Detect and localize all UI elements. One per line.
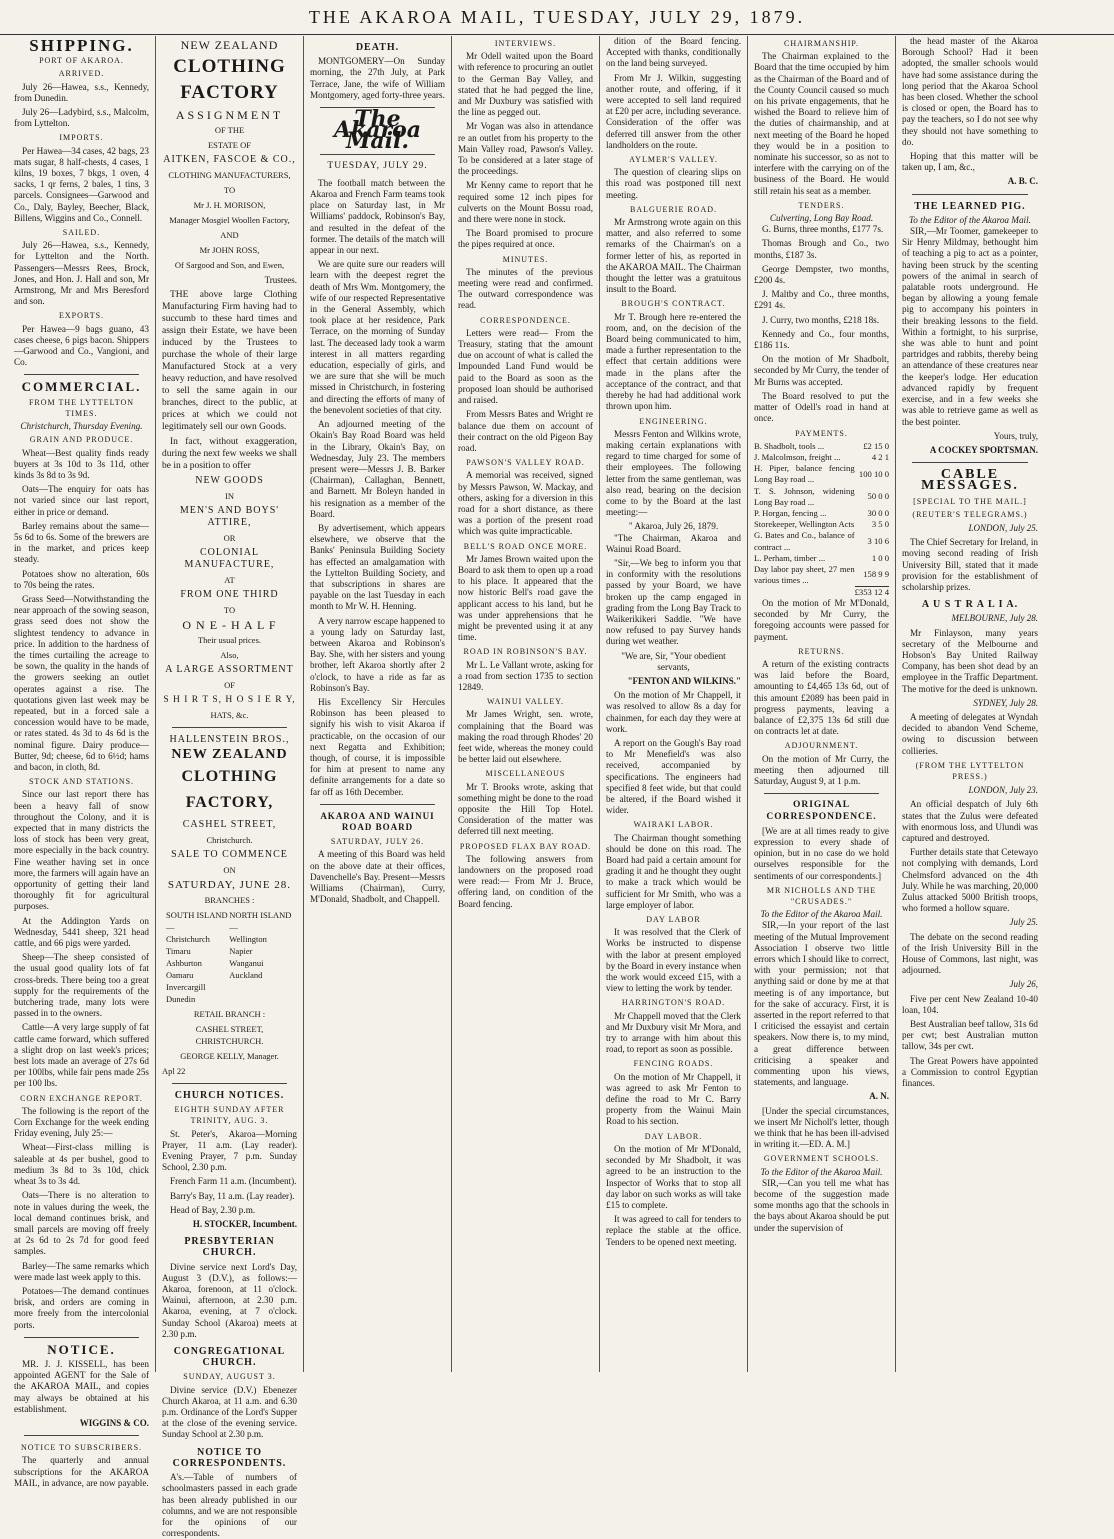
editor-remark: [Under the special circumstances, we insert Mr Nicholl's letter, though we think that he has been ill-advised in writing it.—ED. A. M.]: [754, 1105, 889, 1150]
cattle-report: Cattle—A very large supply of fat cattle came forward, which suffered a slight drop on last week's prices; best lots made an average of 27s 6d per 100lbs, while fair pens made 25s per 100 lbs.: [14, 1022, 149, 1089]
ad-from-one: FROM ONE THIRD: [180, 589, 279, 600]
column-7: [896, 36, 1044, 1372]
pig-sign-off: Yours, truly,: [993, 430, 1038, 441]
dateline: Christchurch, Thursday Evening.: [20, 421, 143, 432]
divider: [320, 804, 435, 805]
learned-pig-letter: SIR,—Mr Toomer, gamekeeper to Sir Henry Mildmay, bethought him of teaching a pig to act as a pointer, having been struck by the scenting powers of the animal in search of palatable roots underground. He began by allowing a young female pig to accompany his pointers in their breaking lessons to the field. Within a fortnight, to his surprise, she was able to hunt and point partridges and rabbits, thereby being an attendance of these creatures near the keeper's lodge. Her education advanced rapidly by frequent exercise, and in a few weeks she was able to retrieve game as well as the best pointer.: [902, 226, 1038, 427]
ad-usual: Their usual prices.: [197, 635, 262, 645]
pawsons-text: A memorial was received, signed by Messrs Pawson, W. Mackay, and others, asking for a diversion in this road for a short distance, as there was a portion of the present road which was quite impracticable.: [458, 470, 593, 537]
branch-label: NORTH ISLAND—: [229, 910, 292, 932]
table-row: P. Horgan, fencing ... 30 0 0: [754, 507, 889, 518]
schools-continued: the head master of the Akaroa Borough School? Had it been adopted, the smaller schools would have had some assistance during the long period that the Akaroa School has been closed. Whether the school is closed or open, the Board has to pay the teachers, so I do not see why they should not have something to do.: [902, 36, 1038, 147]
table-row: G. Bates and Co., balance of contract ... 3 10 6: [754, 530, 889, 552]
fencing-heading: FENCING ROADS.: [633, 1059, 714, 1069]
wairaki-text: The Chairman thought something should be done on this road. The Board had paid a certain amount for grading it and he thought they ought to make a track which would be sufficient for Mr Smith, who was a large employer of labor.: [606, 832, 741, 910]
tender-entry: G. Burns, three months, £177 7s.: [762, 224, 884, 235]
tender-entry: J. Curry, two months, £218 18s.: [762, 314, 880, 325]
special-label: [SPECIAL TO THE MAIL.]: [913, 496, 1027, 506]
corn-heading: CORN EXCHANGE REPORT.: [20, 1093, 143, 1103]
potatoes-report: Potatoes show no alteration, 60s to 70s being the rates.: [14, 568, 149, 590]
clothing-advertisement: [162, 39, 297, 1077]
divider: [24, 1337, 139, 1338]
ad-and: AND: [220, 230, 239, 240]
ad-branches: BRANCHES :: [204, 895, 255, 905]
divider: [912, 462, 1028, 463]
wilkin-text: From Mr J. Wilkin, suggesting another route, and offering, if it were accepted to sell land required at £20 per acre, including severance. Consideration of the offer was deferred till answer from the other landholders on the route.: [606, 72, 741, 150]
grass-seed-report: Grass Seed—Notwithstanding the near approach of the sowing season, grass seed does not show the slightest tendency to advance in price. In addition to the hardness of the times curtailing the acreage to be sown, the quality in the hands of the growers seeking an outlet operates against a rise. The quotations given last week may be repeated, but in a forced sale a concession would have to be made, or rates stated. 4s 3d to 4s 6d is the nominal figure. Dairy produce—Butter, 9d; cheese, 6d to 6½d; hams and bacon, in cloth, 8d.: [14, 593, 149, 772]
bells-heading: BELL'S ROAD ONCE MORE.: [463, 541, 588, 551]
cable-loan: Five per cent New Zealand 10-40 loan, 104.: [902, 993, 1038, 1015]
column-1: [8, 36, 156, 1488]
ad-assignment: ASSIGNMENT: [175, 108, 284, 122]
corn-oats: Oats—There is no alteration to note in values during the week, the local demand continues brisk, and small parcels are moving off freely at 2s 6d to 2s 7d for good feed samples.: [14, 1190, 149, 1257]
ad-factory: CLOTHING FACTORY: [173, 56, 286, 103]
returns-text: A return of the existing contracts was laid before the Board, amounting to £4,465 13s 6d, out of this amount £2089 has been paid in progress payments, leaving a balance of £2,375 13s 6d still due on contracts let at date.: [754, 659, 889, 737]
pawsons-heading: PAWSON'S VALLEY ROAD.: [466, 458, 585, 468]
continued-text: dition of the Board fencing. Accepted with thanks, conditionally on the land being surveyed.: [606, 36, 741, 69]
corn-potatoes: Potatoes—The demand continues brisk, and orders are coming in more freely from the intercolonial ports.: [14, 1285, 149, 1330]
notice-signature: WIGGINS & CO.: [79, 1417, 149, 1428]
correspondence-text: Letters were read— From the Treasury, stating that the amount due on account of what is called the Impounded Land Fund would be paid to the Board as soon as the proposed loan should be authorised and raised.: [458, 327, 593, 406]
exports-text: Per Hawea—9 bags guano, 43 cases cheese, 6 pigs bacon. Shippers—Garwood and Co., Vangioni, and Co.: [14, 323, 149, 368]
narrow-escape-paragraph: A very narrow escape happened to a young lady on Saturday last, between Akaroa and Robinson's Bay. She, with her sisters and young brother, left Akaroa shortly after 2 o'clock, to have a ride as far as Robinson's Bay.: [310, 615, 445, 693]
table-row: L. Perham, timber ... 1 0 0: [754, 552, 889, 563]
july-25-dateline: July 25.: [1009, 917, 1038, 928]
returns-heading: RETURNS.: [798, 646, 845, 656]
robinsons-heading: ROAD IN ROBINSON'S BAY.: [463, 647, 588, 657]
ad-to-2: TO: [223, 605, 236, 615]
table-row: H. Piper, balance fencing Long Bay road ... 100 10 0: [754, 463, 889, 485]
arrival-entry: July 26—Ladybird, s.s., Malcolm, from Lyttelton.: [14, 107, 149, 129]
ad-colonial: COLONIAL MANUFACTURE,: [184, 547, 275, 570]
ad-in: IN: [225, 491, 234, 501]
newspaper-nameplate: The Akaroa Mail.: [333, 106, 422, 155]
ad-estate: ESTATE OF: [207, 140, 251, 150]
harrington-text: Mr Chappell moved that the Clerk and Mr Duxbury visit Mr Mora, and try to arrange with him about this road, to report as soon as possible.: [606, 1010, 741, 1055]
branch-item: Timaru: [166, 946, 191, 956]
governor-paragraph: His Excellency Sir Hercules Robinson has been pleased to signify his wish to visit Akaroa if practicable, on the occasion of our next Regatta and Exhibition; though, of course, it is impossible for him at present to name any definite arrangements for a date so far off as 16th December.: [310, 696, 445, 797]
abc-signature: A. B. C.: [1007, 176, 1038, 187]
cable-irish-bill: The Chief Secretary for Ireland, in moving second reading of Irish University Bill, stated that it made provision for the establishment of scholarship prizes.: [902, 537, 1038, 592]
letter-date: " Akaroa, July 26, 1879.: [628, 521, 719, 532]
nicholls-heading: MR NICHOLLS AND THE "CRUSADES.": [766, 885, 877, 906]
ad-nz: NEW ZEALAND: [180, 38, 279, 52]
cable-cetewayo: Further details state that Cetewayo not complying with demands, Lord Chelmsford advanced on the 4th July. While he was marching, 20,000 Zulus attacked 5000 British troops, who formed a hollow square.: [902, 847, 1038, 914]
wainui-board-date: SATURDAY, JULY 26.: [330, 837, 425, 847]
balguerie-text: Mr Armstrong wrote again on this matter, and also referred to some remarks of the Chairman's on a former letter of his, as reported in the AKAROA MAIL. The Chairman thought the letter was a gratuitous insult to the Board.: [606, 217, 741, 295]
ad-kelly: GEORGE KELLY, Manager.: [180, 1051, 279, 1061]
sailed-text: July 26—Hawea, s.s., Kennedy, for Lyttelton and the North. Passengers—Messrs Rees, Brock, Jones, and Hon. J. Hall and son, Mr Armstrong, Mr and Mrs Beresford and son.: [14, 240, 149, 307]
london-dateline-2: LONDON, July 23.: [968, 785, 1038, 796]
ad-saturday: SATURDAY, JUNE 28.: [167, 879, 292, 891]
divider: [764, 793, 879, 794]
imports-text: Per Hawea—34 cases, 42 bags, 23 mats sugar, 8 half-chests, 4 cases, 1 kilns, 19 boxes, 7 bkgs, 1 oven, 4 sacks, 1 qr ferns, 2 bales, 1 tins, 3 parcels. Consignees—Garwood and Co., Daly, Bayley, Beecher, Black, Billens, Wiggins and Co., Connell.: [14, 145, 149, 223]
payments-resolution: On the motion of Mr M'Donald, seconded by Mr Curry, the foregoing accounts were passed for payment.: [754, 598, 889, 642]
tender-resolution: On the motion of Mr Shadbolt, seconded by Mr Curry, the tender of Mr Burns was accepted.: [754, 354, 889, 387]
ad-also: Also,: [220, 650, 239, 660]
cable-messages-heading: CABLE MESSAGES.: [921, 467, 1019, 494]
ad-one-half: O N E - H A L F: [182, 618, 277, 632]
imports-label: IMPORTS.: [59, 133, 104, 143]
cable-sydney: A meeting of delegates at Wyndah decided to abandon Vend Scheme, owing to discussion between collieries.: [902, 711, 1038, 756]
reuter-label: (REUTER'S TELEGRAMS.): [912, 509, 1028, 519]
interview-pipes: The Board promised to procure the pipes required at once.: [458, 228, 593, 250]
nicholls-letter: SIR,—In your report of the last meeting of the Mutual Improvement Association I observe two little errors which I should like to correct, with your permission; not that anything said or done by me at that meeting is of any importance, but for the sake of accuracy. First, it is asserted in the report referred to that I criticised the essayist and certain speakers. Now there is, to my mind, a great difference between criticising a speaker and commenting upon his views, statements, and language.: [754, 920, 889, 1088]
trinity-label: EIGHTH SUNDAY AFTER TRINITY, AUG. 3.: [174, 1105, 285, 1126]
engineering-heading: ENGINEERING.: [639, 416, 708, 426]
payments-heading: PAYMENTS.: [795, 428, 848, 438]
ad-shirts: S H I R T S, H O S I E R Y,: [163, 695, 296, 705]
tender-entry: Kennedy and Co., four months, £186 11s.: [754, 328, 889, 351]
ad-body-2: In fact, without exaggeration, during the next few weeks we shall be in a position to offer: [162, 437, 297, 471]
presbyterian-text: Divine service next Lord's Day, August 3 (D.V.), as follows:— Akaroa, forenoon, at 11 o'clock. Wainui, afternoon, at 2.30 p.m. Akaroa, evening, at 7 o'clock. Sunday School (Akaroa) meets at 2.30 p.m.: [162, 1261, 297, 1339]
ad-hallenstein: HALLENSTEIN BROS.,: [169, 734, 290, 745]
divider: [172, 1083, 287, 1084]
interview-kenny: Mr Kenny came to report that he required some 12 inch pipes for culverts on the Mount Bossu road, and there were none in stock.: [458, 180, 593, 225]
pig-to-editor: To the Editor of the Akaroa Mail.: [909, 214, 1031, 225]
misc-text: Mr T. Brooks wrote, asking that something might be done to the road opposite the Hill Top Hotel. Consideration of the matter was deferred till next meeting.: [458, 781, 593, 837]
branch-item: Oamaru: [166, 970, 194, 980]
schools-closing: Hoping that this matter will be taken up, I am, &c.,: [902, 151, 1038, 173]
tender-entry: Thomas Brough and Co., two months, £187 3s.: [754, 238, 889, 260]
ad-hats: HATS, &c.: [210, 710, 249, 720]
goughs-bay-text: A report on the Gough's Bay road to Mr Menefield's was also received, accompanied by specifications. The engineers had specified 8 feet wide, but that could be altered, if the Board wished it wider.: [606, 737, 741, 816]
road-board-paragraph: An adjourned meeting of the Okain's Bay Road Board was held in the Library, Okain's Bay, on Wednesday, July 23. The members present were—Messrs J. B. Barker (Chairman), Callaghan, Bennett, and Barnett. Mr Boleyn handed in his resignation as a member of the Board.: [310, 419, 445, 519]
issue-date: TUESDAY, JULY 29.: [327, 160, 428, 171]
brough-heading: BROUGH'S CONTRACT.: [621, 299, 726, 309]
nicholls-signature: A. N.: [869, 1091, 889, 1102]
church-heading: CHURCH NOTICES.: [174, 1090, 285, 1101]
masthead: THE AKAROA MAIL, TUESDAY, JULY 29, 1879.: [0, 0, 1114, 35]
branch-label: SOUTH ISLAND—: [166, 910, 228, 932]
tender-entry: J. Maltby and Co., three months, £291 4s.: [754, 289, 889, 311]
odell-resolution: The Board resolved to put the matter of Odell's road in hand at once.: [754, 390, 889, 424]
ad-new-goods: NEW GOODS: [195, 475, 264, 486]
head-of-bay: Head of Bay, 2.30 p.m.: [170, 1204, 256, 1215]
shipping-heading: SHIPPING.: [29, 36, 134, 55]
barrys-bay: Barry's Bay, 11 a.m. (Lay reader).: [170, 1190, 295, 1201]
original-correspondence-heading: ORIGINAL CORRESPONDENCE.: [766, 800, 877, 822]
french-farm: French Farm 11 a.m. (Incumbent).: [170, 1176, 297, 1187]
building-society-paragraph: By advertisement, which appears elsewhere, we observe that the Banks' Peninsula Building Society has effected an amalgamation with the Lyttelton Building Society, and that subscriptions in shares are payable on the last Tuesday in each month to Mr W. H. Henning.: [310, 522, 445, 612]
misc-heading: MISCELLANEOUS: [485, 769, 566, 779]
letter-addressee: "The Chairman, Akaroa and Wainui Road Board.: [606, 532, 741, 554]
government-schools-letter: SIR,—Can you tell me what has become of the suggestion made some months ago that the schools in the bays about Akaroa should be put under the supervision of: [754, 1177, 889, 1233]
congregational-heading: CONGREGATIONAL CHURCH.: [173, 1346, 286, 1369]
press-label: (FROM THE LYTTELTON PRESS.): [915, 760, 1025, 781]
letter-signature: "FENTON AND WILKINS.": [627, 675, 741, 686]
bells-text: Mr James Brown waited upon the Board to ask them to open up a road to his place. It appeared that the now historic Bell's road gave the applicant access to his land, but he was under apprehensions that he might be prevented using it at any time.: [458, 553, 593, 643]
table-row: Day labor pay sheet, 27 men various times ... 158 9 9: [754, 563, 889, 586]
flax-bay-heading: PROPOSED FLAX BAY ROAD.: [459, 841, 592, 851]
cable-zulus: An official despatch of July 6th states that the Zulus were defeated with enormous loss, and Ulundi was captured and destroyed.: [902, 799, 1038, 843]
ad-to: TO: [223, 185, 236, 195]
stock-heading: STOCK AND STATIONS.: [28, 777, 135, 787]
branches-list: [162, 909, 297, 1005]
adjournment-heading: ADJOURNMENT.: [784, 741, 859, 751]
branch-item: Ashburton: [166, 958, 202, 968]
wainui-board-heading: AKAROA AND WAINUI ROAD BOARD: [320, 810, 435, 832]
branch-item: Napier: [229, 946, 253, 956]
column-2: [156, 36, 304, 1539]
government-schools-heading: GOVERNMENT SCHOOLS.: [763, 1154, 880, 1164]
ad-christchurch: Christchurch.: [206, 835, 253, 845]
notice-text: MR. J. J. KISSELL, has been appointed AGENT for the Sale of the AKAROA MAIL, and copies may always be obtained at his establishment.: [14, 1358, 149, 1414]
wainui-valley-heading: WAINUI VALLEY.: [486, 697, 565, 707]
corn-barley: Barley—The same remarks which were made last week apply to this.: [14, 1260, 149, 1282]
ad-on: ON: [223, 865, 236, 875]
branch-item: Wanganui: [229, 958, 264, 968]
table-row: B. Shadbolt, tools ... £2 15 0: [754, 440, 889, 451]
table-total-row: £353 12 4: [854, 586, 889, 597]
presbyterian-heading: PRESBYTERIAN CHURCH.: [184, 1236, 275, 1259]
stock-report: Since our last report there has been a heavy fall of snow throughout the Colony, and it is expected that in many districts the loss of stock has been very great, more especially in the back country. Fine weather having set in once more, the farmers will again have an opportunity of getting their land thoroughly fit for agricultural purposes.: [14, 789, 149, 912]
brough-text: Mr T. Brough here re-entered the room, and, on the decision of the Board being communicated to him, made a further representation to the effect that certain additions were made in the plans after the acceptance of the contract, and that thereby he had had additional work thrown upon him.: [606, 311, 741, 412]
death-notice: MONTGOMERY—On Sunday morning, the 27th July, at Park Terrace, Jane, the wife of William Montgomery, aged forty-three years.: [310, 56, 445, 100]
arrival-entry: July 26—Hawea, s.s., Kennedy, from Dunedin.: [14, 81, 149, 103]
letter-body: "Sir,—We beg to inform you that in conformity with the resolutions passed by your Board, we have broken up the camp engaged in grading from the Long Bay Track to Waikerikikeri Saddle. "We have now refused to pay Survey hands during wet weather.: [606, 557, 741, 647]
south-island-list: [166, 909, 229, 1005]
cable-egypt: The Great Powers have appointed a Commission to control Egyptian finances.: [902, 1055, 1038, 1089]
correspondents-heading: NOTICE TO CORRESPONDENTS.: [172, 1446, 287, 1469]
sailed-label: SAILED.: [62, 228, 101, 238]
grain-heading: GRAIN AND PRODUCE.: [29, 435, 134, 445]
payments-table: [754, 441, 889, 598]
fencing-text: On the motion of Mr Chappell, it was agreed to ask Mr Fenton to define the road to Mr C. Barry property from the Wainui Main Road to his section.: [606, 1071, 741, 1127]
ad-of: OF: [224, 680, 235, 690]
column-3: [304, 36, 452, 1372]
addington-report: At the Addington Yards on Wednesday, 5441 sheep, 321 head cattle, and 66 pigs were yarded.: [14, 915, 149, 949]
interviews-heading: INTERVIEWS.: [494, 39, 557, 48]
barley-report: Barley remains about the same—5s 6d to 6s. Some of the brewers are in the market, and prices keep steady.: [14, 520, 149, 565]
ad-trustees: Trustees.: [264, 275, 297, 285]
column-6: [748, 36, 896, 1372]
source-label: FROM THE LYTTELTON TIMES.: [28, 397, 135, 418]
correspondents-text: A's.—Table of numbers of schoolmasters passed in each grade has been already published in our columns, and we are not responsible for the opinions of our correspondents.: [162, 1472, 297, 1539]
ad-of-the: OF THE: [214, 125, 245, 135]
football-paragraph: The football match between the Akaroa and French Farm teams took place on Saturday last, in Mr Williams' paddock, Robinson's Bay, and resulted in the defeat of the former. The details of the match will appear in our next.: [310, 177, 445, 256]
chairmanship-heading: CHAIRMANSHIP.: [783, 39, 859, 48]
balguerie-heading: BALGUERIE ROAD.: [630, 204, 717, 214]
st-peters: St. Peter's, Akaroa—Morning Prayer, 11 a.m. (Lay reader). Evening Prayer, 7 p.m. Sunday School, 2.30 p.m.: [162, 1128, 297, 1173]
north-island-list: [229, 909, 293, 1005]
notice-heading: NOTICE.: [47, 1341, 116, 1357]
congregational-text: Divine service (D.V.) Ebenezer Church Akaroa, at 11 a.m. and 6.30 p.m. Ordinance of the Lord's Supper at the close of the evening service. Sunday School at 2.30 p.m.: [162, 1384, 297, 1440]
harrington-heading: HARRINGTON'S ROAD.: [621, 998, 726, 1008]
ad-mens: MEN'S AND BOYS' ATTIRE,: [179, 505, 280, 528]
day-labor-heading: DAY LABOR: [646, 915, 701, 925]
oats-report: Oats—The enquiry for oats has not varied since our last report, either in price or demand.: [14, 484, 149, 517]
table-row: J. Malcolmson, freight ... 4 2 1: [754, 451, 889, 462]
day-labor-heading-2: DAY LABOR.: [644, 1131, 703, 1141]
column-5: [600, 36, 748, 1372]
london-dateline: LONDON, July 25.: [968, 522, 1038, 533]
ad-sale: SALE TO COMMENCE: [171, 849, 288, 860]
aylmer-heading: AYLMER'S VALLEY.: [629, 155, 718, 165]
cable-debate: The debate on the second reading of the Irish University Bill in the House of Commons, last night, was adjourned.: [902, 931, 1038, 976]
sydney-dateline: SYDNEY, July 28.: [973, 697, 1038, 708]
exports-label: EXPORTS.: [58, 311, 105, 321]
ad-ross: Mr JOHN ROSS,: [199, 245, 260, 255]
interview-odell: Mr Odell waited upon the Board with reference to procuring an outlet to the German Bay Valley, and stated that he had pegged the line, and Mr Duxbury was satisfied with the line as pegged out.: [458, 51, 593, 118]
wairaki-heading: WAIRAKI LABOR.: [633, 820, 714, 830]
branch-item: Dunedin: [166, 994, 196, 1004]
branch-item: Wellington: [229, 934, 267, 944]
stable-text: It was agreed to call for tenders to replace the stable at the office. Tenders to be opened next meeting.: [606, 1214, 741, 1247]
cable-tallow: Best Australian beef tallow, 31s 6d per cwt; best Australian mutton tallow, 34s per cwt.: [902, 1019, 1039, 1052]
culvert-heading: Culverting, Long Bay Road.: [769, 213, 874, 224]
ad-sargood: Of Sargood and Son, and Ewen,: [174, 260, 285, 270]
aylmer-text: The question of clearing slips on this road was postponed till next meeting.: [606, 167, 741, 200]
chainmen-text: On the motion of Mr Chappell, it was resolved to allow 8s a day for chainmen, for each day they were at work.: [606, 690, 741, 734]
branch-item: Christchurch: [166, 934, 210, 944]
adjournment-text: On the motion of Mr Curry, the meeting then adjourned till Saturday, August 9, at 1 p.m.: [754, 753, 889, 787]
melbourne-dateline: MELBOURNE, July 28.: [951, 613, 1038, 624]
death-heading: DEATH.: [355, 42, 400, 53]
newspaper-columns: [8, 36, 1106, 1539]
branch-item: Auckland: [229, 970, 263, 980]
ad-firm: AITKEN, FASCOE & CO.,: [163, 154, 296, 165]
to-editor-2: To the Editor of the Akaroa Mail.: [760, 1166, 883, 1177]
robinsons-text: Mr L. Le Vallant wrote, asking for a road from section 1735 to section 12849.: [458, 659, 593, 692]
ad-factory-2: CLOTHING FACTORY,: [181, 768, 278, 811]
ad-date: Apl 22: [162, 1066, 186, 1076]
table-row: T. S. Johnson, widening Long Bay road ... 50 0 0: [754, 485, 889, 507]
minutes-heading: MINUTES.: [502, 254, 549, 264]
to-editor: To the Editor of the Akaroa Mail.: [760, 909, 883, 920]
ad-or: OR: [223, 533, 236, 543]
ad-body: THE above large Clothing Manufacturing Firm having had to succumb to these hard times and assign their Estate, we have been induced by the Trustees to purchase the whole of their large Manufactured Stock at a very heavy reduction, and have resolved to sell the same again in our branches, direct to the public, at prices at which we could not legitimately sell our own Goods.: [162, 290, 297, 432]
ad-retail: RETAIL BRANCH :: [193, 1009, 266, 1019]
wainui-valley-text: Mr James Wright, sen. wrote, complaining that the Board was making the road through Rhodes' 20 feet wide, whereas the money could be better laid out elsewhere.: [458, 709, 593, 765]
editor-note: [We are at all times ready to give expression to every shade of opinion, but in no case do we hold ourselves responsible for the sentiments of our correspondents.]: [754, 825, 889, 881]
arrived-label: ARRIVED.: [58, 69, 105, 79]
letter-close: "We are, Sir, "Your obedient servants,: [621, 650, 726, 672]
congregational-date: SUNDAY, AUGUST 3.: [183, 1372, 276, 1382]
incumbent-signature: H. STOCKER, Incumbent.: [192, 1219, 297, 1230]
corn-wheat: Wheat—First-class milling is saleable at 4s per bushel, good to medium 3s 8d to 3s 10d, chick wheat 3s to 3s 4d.: [14, 1142, 149, 1187]
subscribers-heading: NOTICE TO SUBSCRIBERS.: [20, 1443, 143, 1453]
flax-bay-text: The following answers from landowners on the proposed road were read:— From Mr J. Bruce, offering land, on condition of the Board fencing.: [458, 853, 593, 909]
branch-item: Invercargill: [166, 982, 206, 992]
ad-at: AT: [224, 575, 235, 585]
ad-manager: Manager Mosgiel Woollen Factory,: [169, 215, 290, 225]
day-labor-text-2: On the motion of Mr M'Donald, seconded by Mr Shadbolt, it was agreed to be an instruction to the Inspector of Works that to stop all day labor on such works as will take £15 to complete.: [606, 1143, 741, 1210]
wainui-board-text: A meeting of this Board was held on the above date at their offices, Davenchelle's Bay. Present—Messrs Williams (Chairman), Curry, M'Donald, Shadbolt, and Chappell.: [310, 849, 445, 905]
july-26-dateline: July 26,: [1009, 979, 1038, 990]
obituary-paragraph: We are quite sure our readers will learn with the deepest regret the death of Mrs Wm. Montgomery, the wife of our respected Representative in the General Assembly, which took place at her residence, Park Terrace, on the morning of Sunday last. The deceased lady took a warm interest in all matters regarding education, especially of girls, and we are sure that she will be much missed in Christchurch, in fostering and directing the efforts of many of the benevolent societies of that city.: [310, 259, 445, 415]
interview-vogan: Mr Vogan was also in attendance re an outlet from his property to the Main Valley road, Pawson's Valley. To be considered at a later stage of the proceedings.: [458, 121, 593, 177]
ad-morison: Mr J. H. MORISON,: [193, 200, 266, 210]
divider: [172, 727, 287, 728]
ad-nz-2: NEW ZEALAND: [171, 747, 288, 762]
engineering-text: Messrs Fenton and Wilkins wrote, making certain explanations with regard to time charged for some of their employees. The following letter from the same gentleman, was also read, bearing on the decision come to by the Board at the last meeting:—: [606, 428, 741, 518]
divider: [24, 374, 139, 375]
port-heading: PORT OF AKAROA.: [39, 56, 124, 66]
australia-heading: A U S T R A L I A.: [921, 599, 1019, 611]
day-labor-text: It was resolved that the Clerk of Works be instructed to dispense with the labor at present employed by the Board in every instance when the work would exceed £15, with a view to letting the work by tender.: [606, 927, 741, 994]
divider: [912, 194, 1028, 195]
cable-melbourne: Mr Finlayson, many years secretary of the Melbourne and Hobson's Bay United Railway Company, has been shot dead by an employee in the Traffic Department. The motive for the deed is unknown.: [902, 627, 1038, 694]
tender-entry: George Dempster, two months, £200 4s.: [754, 263, 889, 286]
learned-pig-heading: THE LEARNED PIG.: [914, 200, 1026, 212]
correspondence-text-2: From Messrs Bates and Wright re balance due them on account of their contract on the old Pigeon Bay road.: [458, 409, 593, 453]
table-row: Storekeeper, Wellington Acts 3 5 0: [754, 519, 889, 530]
correspondence-heading: CORRESPONDENCE.: [480, 315, 571, 325]
column-4: [452, 36, 600, 1372]
commercial-heading: COMMERCIAL.: [21, 379, 142, 395]
divider: [24, 1435, 139, 1436]
ad-cashel: CASHEL STREET,: [182, 819, 277, 830]
tenders-heading: TENDERS.: [798, 200, 845, 210]
chairmanship-text: The Chairman explained to the Board that the time occupied by him as the Chairman of the Board and of the County Council caused so much on his private engagements, that he wished the Board to relieve him of the duties of chairmanship, and at next meeting of the Board he hoped they would be in a position to nominate his successor, so as not to interfere with the carrying on of the business of the Board. He would still retain his seat as a member.: [754, 51, 889, 196]
pig-signature: A COCKEY SPORTSMAN.: [929, 444, 1038, 455]
minutes-text: The minutes of the previous meeting were read and confirmed. The outward correspondence was read.: [458, 266, 593, 311]
sheep-report: Sheep—The sheep consisted of the usual good quality lots of fat cross-breds. There being too a great supply for the requirements of the butchering trade, many lots were passed in to the owners.: [14, 952, 149, 1019]
ad-large: A LARGE ASSORTMENT: [165, 664, 294, 675]
ad-clothing-mfr: CLOTHING MANUFACTURERS,: [168, 170, 291, 180]
wheat-report: Wheat—Best quality finds ready buyers at 3s 10d to 3s 11d, other kinds 3s 8d to 3s 9d.: [14, 447, 149, 480]
corn-intro: The following is the report of the Corn Exchange for the week ending Friday evening, July 25:—: [14, 1105, 149, 1139]
ad-retail-addr: CASHEL STREET, CHRISTCHURCH.: [195, 1024, 264, 1046]
subscribers-text: The quarterly and annual subscriptions for the AKAROA MAIL, in advance, are now payable.: [14, 1455, 149, 1488]
